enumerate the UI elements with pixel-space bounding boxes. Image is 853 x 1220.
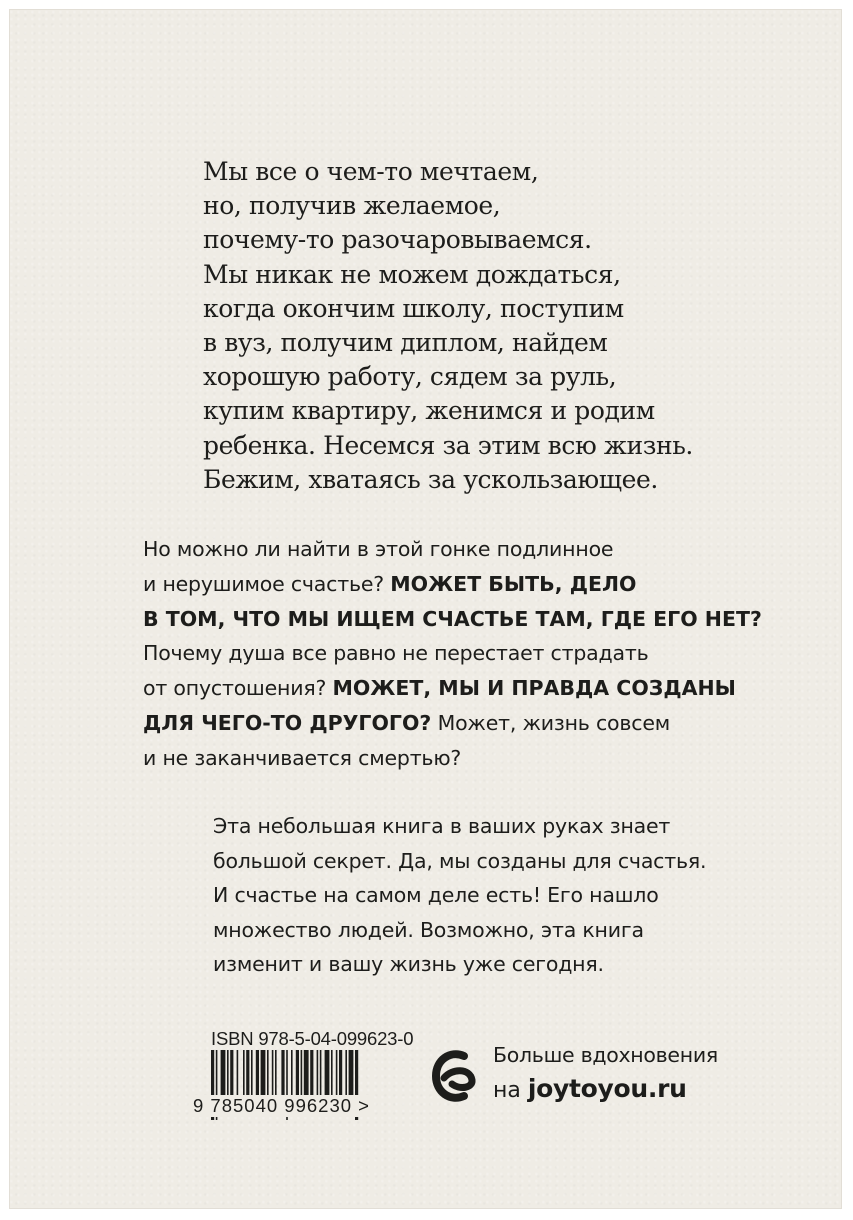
intro-poem bbox=[203, 155, 693, 497]
barcode-digits: 9 785040 996230 > bbox=[193, 1095, 370, 1116]
paragraph-line bbox=[143, 567, 762, 602]
paragraph-line: и не заканчивается смертью? bbox=[143, 745, 462, 770]
paragraph-line: Почему душа все равно не перестает страдать bbox=[143, 641, 649, 666]
poem-line: хорошую работу, сядем за руль, bbox=[203, 362, 617, 392]
paragraph-line bbox=[143, 602, 762, 637]
promo-line: Больше вдохновения bbox=[493, 1043, 718, 1067]
text-emphasis: МОЖЕТ БЫТЬ, ДЕЛО bbox=[390, 571, 637, 596]
poem-line: Мы никак не можем дождаться, bbox=[203, 259, 621, 289]
paragraph-line: Эта небольшая книга в ваших руках знает bbox=[213, 814, 671, 838]
poem-line: в вуз, получим диплом, найдем bbox=[203, 328, 608, 358]
eksmo-e-logo-icon bbox=[430, 1042, 478, 1112]
paragraph-line: Но можно ли найти в этой гонке подлинное bbox=[143, 537, 614, 561]
isbn-label: ISBN 978-5-04-099623-0 bbox=[211, 1028, 414, 1049]
poem-line: когда окончим школу, поступим bbox=[203, 293, 624, 323]
text-normal: от опустошения? bbox=[143, 676, 333, 701]
poem-line: Бежим, хватаясь за ускользающее. bbox=[203, 464, 658, 494]
text-emphasis: В ТОМ, ЧТО МЫ ИЩЕМ СЧАСТЬЕ ТАМ, ГДЕ ЕГО НЕТ? bbox=[143, 606, 762, 631]
promo-site-line bbox=[493, 1074, 718, 1103]
poem-line: Мы все о чем-то мечтаем, bbox=[203, 157, 539, 186]
paragraph-line: И счастье на самом деле есть! Его нашло bbox=[213, 883, 659, 908]
paragraph-line: большой секрет. Да, мы созданы для счастья. bbox=[213, 848, 707, 873]
paragraph-line bbox=[143, 671, 762, 706]
paragraph-line: множество людей. Возможно, эта книга bbox=[213, 917, 644, 942]
poem-line: почему-то разочаровываемся. bbox=[203, 225, 592, 255]
closing-paragraph bbox=[213, 809, 706, 982]
paragraph-line bbox=[143, 706, 762, 741]
text-normal: Может, жизнь совсем bbox=[431, 710, 671, 735]
promo-site-link[interactable]: joytoyou.ru bbox=[527, 1074, 687, 1103]
poem-line: ребенка. Несемся за этим всю жизнь. bbox=[203, 430, 693, 460]
text-emphasis: ДЛЯ ЧЕГО-ТО ДРУГОГО? bbox=[143, 710, 432, 735]
back-cover bbox=[10, 10, 841, 1208]
promo-block bbox=[493, 1043, 718, 1103]
text-emphasis: МОЖЕТ, МЫ И ПРАВДА СОЗДАНЫ bbox=[332, 676, 736, 701]
promo-prefix: на bbox=[493, 1078, 528, 1103]
poem-line: но, получив желаемое, bbox=[203, 191, 501, 221]
question-paragraph bbox=[143, 532, 762, 776]
text-normal: и нерушимое счастье? bbox=[143, 571, 391, 596]
paragraph-line: изменит и вашу жизнь уже сегодня. bbox=[213, 952, 604, 977]
poem-line: купим квартиру, женимся и родим bbox=[203, 396, 655, 426]
